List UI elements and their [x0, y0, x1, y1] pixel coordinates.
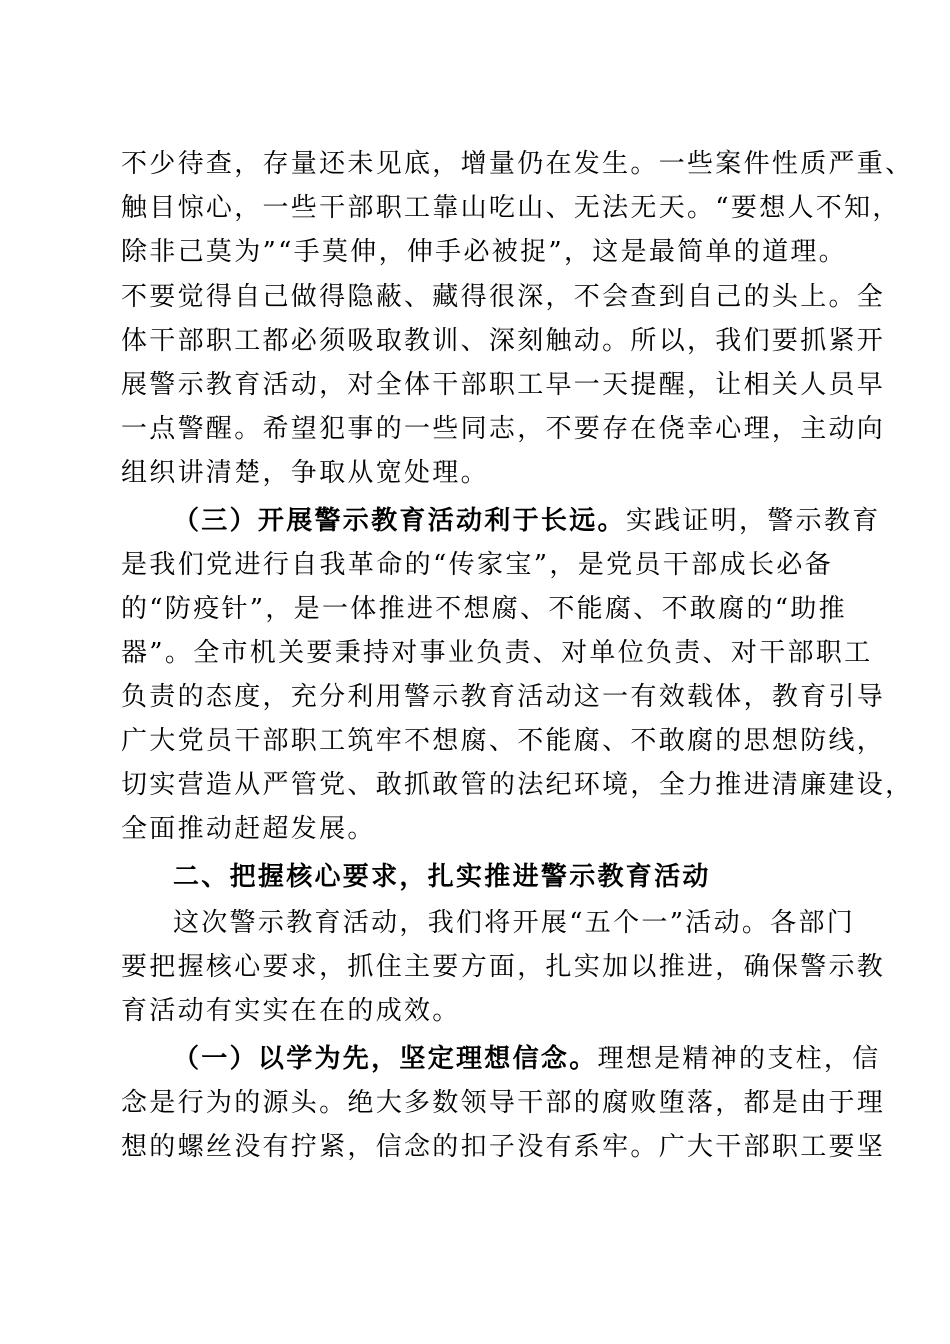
paragraph-line: 不要觉得自己做得隐蔽、藏得很深，不会查到自己的头上。全 [121, 282, 886, 312]
paragraph-line: 不少待查，存量还未见底，增量仍在发生。一些案件性质严重、 [121, 149, 914, 179]
paragraph-line: 器”。全市机关要秉持对事业负责、对单位负责、对干部职工 [121, 638, 873, 668]
paragraph-line: 的“防疫针”，是一体推进不想腐、不能腐、不敢腐的“助推 [121, 594, 847, 624]
paragraph-line: 体干部职工都必须吸取教训、深刻触动。所以，我们要抓紧开 [121, 326, 886, 356]
paragraph-line: 负责的态度，充分利用警示教育活动这一有效载体，教育引导 [121, 682, 886, 712]
section-heading: 二、把握核心要求，扎实推进警示教育活动 [173, 862, 711, 892]
paragraph-line: 全面推动赶超发展。 [121, 814, 376, 844]
paragraph-lead-text: 理想是精神的支柱，信 [597, 1044, 881, 1074]
paragraph-line: 组织讲清楚，争取从宽处理。 [121, 458, 489, 488]
paragraph-line: 触目惊心，一些干部职工靠山吃山、无法无天。“要想人不知， [121, 193, 901, 223]
paragraph-first-line [173, 501, 881, 541]
paragraph-line: 想的螺丝没有拧紧，信念的扣子没有系牢。广大干部职工要坚 [121, 1132, 886, 1162]
paragraph-line: 广大党员干部职工筑牢不想腐、不能腐、不敢腐的思想防线， [121, 726, 886, 756]
paragraph-lead-text: 实践证明，警示教育 [625, 506, 881, 536]
subheading-yi: （一）以学为先，坚定理想信念。 [173, 1044, 598, 1074]
paragraph-line: 切实营造从严管党、敢抓敢管的法纪环境，全力推进清廉建设， [121, 770, 914, 800]
paragraph-line: 除非己莫为”“手莫伸，伸手必被捉”，这是最简单的道理。 [121, 237, 847, 267]
paragraph-line: 要把握核心要求，抓住主要方面，扎实加以推进，确保警示教 [121, 952, 886, 982]
paragraph-line: 念是行为的源头。绝大多数领导干部的腐败堕落，都是由于理 [121, 1088, 886, 1118]
paragraph-line: 这次警示教育活动，我们将开展“五个一”活动。各部门 [173, 908, 856, 938]
subheading-san: （三）开展警示教育活动利于长远。 [173, 506, 626, 536]
paragraph-line: 育活动有实实在在的成效。 [121, 996, 461, 1026]
paragraph-line: 一点警醒。希望犯事的一些同志，不要存在侥幸心理，主动向 [121, 414, 886, 444]
paragraph-line: 是我们党进行自我革命的“传家宝”，是党员干部成长必备 [121, 550, 833, 580]
paragraph-line: 展警示教育活动，对全体干部职工早一天提醒，让相关人员早 [121, 370, 886, 400]
paragraph-first-line [173, 1039, 881, 1079]
